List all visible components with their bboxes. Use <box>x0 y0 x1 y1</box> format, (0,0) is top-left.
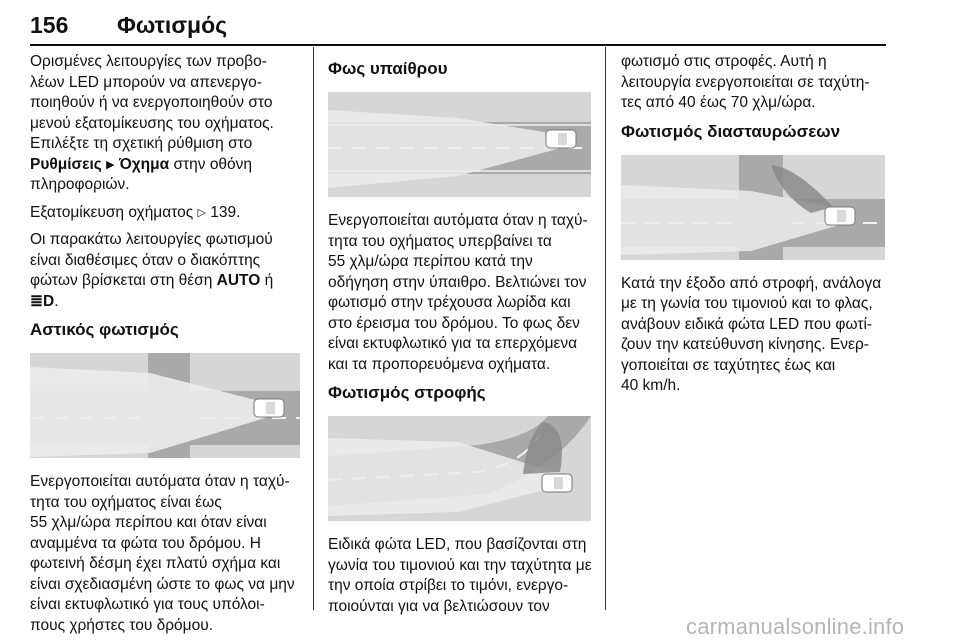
text-line: γωνία του τιμονιού και την ταχύτητα με <box>328 556 592 574</box>
text-line: Επιλέξτε τη σχετική ρύθμιση στο <box>30 135 253 152</box>
text-line: ζουν την κατεύθυνση κίνησης. Ενερ- <box>621 336 869 353</box>
urban-lighting-heading: Αστικός φωτισμός <box>30 320 179 339</box>
menu-arrow-icon: ▶ <box>106 158 115 171</box>
text-line: λειτουργία ενεργοποιείται σε ταχύτη- <box>621 73 870 91</box>
text-line: τητα του οχήματος υπερβαίνει τα <box>328 232 552 250</box>
text-line: πληροφοριών. <box>30 176 130 193</box>
text-line: φωτισμό στις στροφές. Αυτή η <box>621 53 827 70</box>
junction-light-illustration <box>621 155 891 260</box>
text-line: αναμμένα τα φώτα του δρόμου. Η <box>30 534 261 552</box>
cornering-light-heading: Φωτισμός στροφής <box>328 383 486 402</box>
text-line: γοποιείται σε ταχύτητες έως και <box>621 356 836 374</box>
junction-light-text <box>621 274 891 397</box>
junction-light-heading: Φωτισμός διασταυρώσεων <box>621 121 841 141</box>
column-divider-1 <box>313 47 314 610</box>
text-line: είναι εκτυφλωτικό για τους υπόλοι- <box>30 596 265 613</box>
urban-lighting-illustration <box>30 353 300 458</box>
column-3 <box>621 52 891 404</box>
auto-position-label: AUTO <box>216 272 261 289</box>
cornering-continued-text <box>621 52 891 114</box>
text-line: στην οθόνη <box>169 155 253 173</box>
column-divider-2 <box>605 47 606 610</box>
reference-page: 139. <box>210 203 241 221</box>
text-line: τητα του οχήματος είναι έως <box>30 493 222 511</box>
text-line: την οποία στρίβει το τιμόνι, ενεργο- <box>328 577 569 594</box>
country-lighting-heading: Φως υπαίθρου <box>328 59 448 78</box>
text-line: λέων LED μπορούν να απενεργο- <box>30 73 262 91</box>
cornering-light-illustration <box>328 416 598 521</box>
country-lighting-illustration <box>328 92 598 197</box>
page-number: 156 <box>30 12 69 38</box>
text-line: πους χρήστες του δρόμου. <box>30 616 214 634</box>
text-line: ποιούνται για να βελτιώσουν τον <box>328 597 550 615</box>
page-ref-icon: ▷ <box>197 206 206 219</box>
text-line: φωτεινή δέσμη έχει πλατύ σχήμα και <box>30 555 281 572</box>
text-line: 55 χλμ/ώρα περίπου κατά την <box>328 253 533 270</box>
text-line: οδήγηση στην ύπαιθρο. Βελτιώνει τον <box>328 273 587 291</box>
text-line: ανάβουν ειδικά φώτα LED που φωτί- <box>621 315 873 333</box>
watermark: carmanualsonline.info <box>686 614 905 639</box>
text-line: Κατά την έξοδο από στροφή, ανάλογα <box>621 274 882 292</box>
low-beam-icon: ≣D <box>30 292 55 310</box>
text-line: τες από 40 έως 70 χλμ/ώρα. <box>621 94 816 111</box>
text-line: Οι παρακάτω λειτουργίες φωτισμού <box>30 231 273 248</box>
country-lighting-text <box>328 211 598 375</box>
text-line: φωτισμό στην τρέχουσα λωρίδα και <box>328 294 571 311</box>
text-line: με τη γωνία του τιμονιού και το φλας, <box>621 295 873 312</box>
text-line: είναι σχεδιασμένη ώστε το φως να μην <box>30 575 295 593</box>
settings-menu-label: Ρυθμίσεις <box>30 155 102 173</box>
text-line: Ορισμένες λειτουργίες των προβο- <box>30 53 267 70</box>
text-line: και τα προπορευόμενα οχήματα. <box>328 355 551 373</box>
availability-paragraph: Οι παρακάτω λειτουργίες φωτισμού είναι διαθέσιμες όταν ο διακόπτης φώτων βρίσκεται στη θέση AUTO ή ≣D. <box>30 231 274 310</box>
reference-paragraph <box>30 203 300 224</box>
text-line: φώτων βρίσκεται στη θέση <box>30 272 217 289</box>
text-line: Ενεργοποιείται αυτόματα όταν η ταχύ- <box>328 212 588 229</box>
page-title: Φωτισμός <box>117 12 228 38</box>
text-line: ή <box>260 272 274 289</box>
intro-paragraph <box>30 52 300 196</box>
text-line: είναι εκτυφλωτικό για τα επερχόμενα <box>328 335 578 352</box>
text-line: Ενεργοποιείται αυτόματα όταν η ταχύ- <box>30 473 290 490</box>
urban-lighting-text <box>30 472 300 636</box>
cornering-light-text <box>328 535 598 617</box>
column-1 <box>30 52 300 643</box>
text-line: 40 km/h. <box>621 377 681 394</box>
reference-text: Εξατομίκευση οχήματος <box>30 203 194 221</box>
text-line: μενού εξατομίκευσης του οχήματος. <box>30 114 274 132</box>
column-2 <box>328 52 598 624</box>
text-line: Ειδικά φώτα LED, που βασίζονται στη <box>328 536 587 553</box>
text-line: 55 χλμ/ώρα περίπου και όταν είναι <box>30 514 267 531</box>
text-line: είναι διαθέσιμες όταν ο διακόπτης <box>30 251 261 269</box>
vehicle-menu-label: Όχημα <box>118 155 170 173</box>
text-line: στο έρεισμα του δρόμου. Το φως δεν <box>328 314 580 332</box>
header-rule <box>30 44 886 46</box>
text-line: ποιηθούν ή να ενεργοποιηθούν στο <box>30 94 273 111</box>
